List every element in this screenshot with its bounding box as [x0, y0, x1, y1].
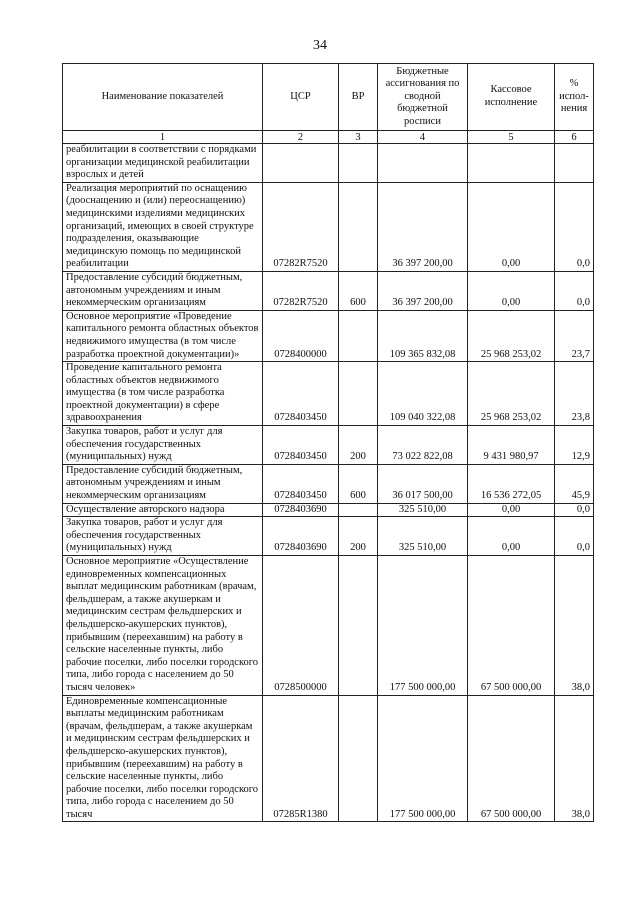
row-cash: 0,00 — [468, 503, 555, 517]
row-pct: 23,8 — [555, 362, 594, 426]
row-cash: 67 500 000,00 — [468, 556, 555, 696]
row-budget — [378, 144, 468, 183]
row-csr: 07282R7520 — [263, 182, 339, 271]
row-pct: 38,0 — [555, 556, 594, 696]
row-vr — [339, 310, 378, 361]
table-row — [63, 517, 594, 556]
row-cash: 25 968 253,02 — [468, 310, 555, 361]
row-budget: 36 017 500,00 — [378, 464, 468, 503]
header-vr: ВР — [339, 64, 378, 131]
header-name: Наименование показателей — [63, 64, 263, 131]
row-cash: 9 431 980,97 — [468, 426, 555, 465]
row-cash: 67 500 000,00 — [468, 695, 555, 822]
budget-execution-table — [62, 63, 594, 822]
table-row — [63, 556, 594, 696]
row-pct: 0,0 — [555, 182, 594, 271]
table-header-row — [63, 64, 594, 131]
row-csr: 0728500000 — [263, 556, 339, 696]
row-budget: 36 397 200,00 — [378, 182, 468, 271]
row-vr — [339, 695, 378, 822]
row-vr — [339, 503, 378, 517]
row-name: реабилитации в соответствии с порядками организации медицинской реабилитации взрослых и детей — [63, 144, 263, 183]
row-csr: 0728403450 — [263, 362, 339, 426]
table-row — [63, 144, 594, 183]
row-name: Основное мероприятие «Проведение капитального ремонта областных объектов недвижимого имущества (в том числе разработка проектной документации)» — [63, 310, 263, 361]
row-cash — [468, 144, 555, 183]
column-number: 4 — [378, 131, 468, 144]
column-number: 5 — [468, 131, 555, 144]
column-number: 6 — [555, 131, 594, 144]
table-row — [63, 182, 594, 271]
row-pct: 45,9 — [555, 464, 594, 503]
column-number-row — [63, 131, 594, 144]
table-row — [63, 464, 594, 503]
column-number: 2 — [263, 131, 339, 144]
row-budget: 109 040 322,08 — [378, 362, 468, 426]
row-cash: 25 968 253,02 — [468, 362, 555, 426]
row-vr: 200 — [339, 517, 378, 556]
table-row — [63, 503, 594, 517]
row-vr: 600 — [339, 271, 378, 310]
row-name: Реализация мероприятий по оснащению (дооснащению и (или) переоснащению) медицинскими изделиями медицинских организаций, имеющих в своей структуре подразделения, оказывающие медицинскую помощь по медицинской реабилитации — [63, 182, 263, 271]
row-csr: 07282R7520 — [263, 271, 339, 310]
row-cash: 0,00 — [468, 182, 555, 271]
row-csr: 0728403690 — [263, 517, 339, 556]
row-cash: 0,00 — [468, 271, 555, 310]
row-csr: 0728403450 — [263, 464, 339, 503]
row-vr — [339, 144, 378, 183]
row-budget: 109 365 832,08 — [378, 310, 468, 361]
row-budget: 36 397 200,00 — [378, 271, 468, 310]
row-pct: 0,0 — [555, 503, 594, 517]
row-pct: 38,0 — [555, 695, 594, 822]
table-row — [63, 271, 594, 310]
row-name: Осуществление авторского надзора — [63, 503, 263, 517]
table-row — [63, 310, 594, 361]
table-row — [63, 695, 594, 822]
row-csr: 0728403690 — [263, 503, 339, 517]
row-budget: 325 510,00 — [378, 503, 468, 517]
row-vr: 600 — [339, 464, 378, 503]
row-csr — [263, 144, 339, 183]
column-number: 3 — [339, 131, 378, 144]
row-budget: 177 500 000,00 — [378, 556, 468, 696]
row-csr: 07285R1380 — [263, 695, 339, 822]
header-pct: % испол-нения — [555, 64, 594, 131]
table-row — [63, 362, 594, 426]
row-name: Единовременные компенсационные выплаты медицинским работникам (врачам, фельдшерам, а также акушеркам и медицинским сестрам фельдшерских и фельдшерско-акушерских пунктов), прибывшим (переехавшим) на работу в сельские населенные пункты, либо рабочие поселки, либо поселки городского типа, либо города с населением до 50 тысяч — [63, 695, 263, 822]
row-pct: 23,7 — [555, 310, 594, 361]
header-cash: Кассовое исполнение — [468, 64, 555, 131]
row-cash: 0,00 — [468, 517, 555, 556]
row-csr: 0728403450 — [263, 426, 339, 465]
row-name: Проведение капитального ремонта областных объектов недвижимого имущества (в том числе разработка проектной документации) в сфере здравоохранения — [63, 362, 263, 426]
column-number: 1 — [63, 131, 263, 144]
row-name: Предоставление субсидий бюджетным, автономным учреждениям и иным некоммерческим организациям — [63, 464, 263, 503]
row-pct: 0,0 — [555, 517, 594, 556]
row-pct: 12,9 — [555, 426, 594, 465]
row-name: Закупка товаров, работ и услуг для обеспечения государственных (муниципальных) нужд — [63, 517, 263, 556]
row-vr — [339, 556, 378, 696]
row-name: Закупка товаров, работ и услуг для обеспечения государственных (муниципальных) нужд — [63, 426, 263, 465]
row-name: Предоставление субсидий бюджетным, автономным учреждениям и иным некоммерческим организациям — [63, 271, 263, 310]
header-csr: ЦСР — [263, 64, 339, 131]
page-number: 34 — [313, 38, 327, 53]
row-pct: 0,0 — [555, 271, 594, 310]
row-budget: 177 500 000,00 — [378, 695, 468, 822]
row-csr: 0728400000 — [263, 310, 339, 361]
row-pct — [555, 144, 594, 183]
row-budget: 73 022 822,08 — [378, 426, 468, 465]
row-vr: 200 — [339, 426, 378, 465]
table-row — [63, 426, 594, 465]
row-vr — [339, 362, 378, 426]
row-vr — [339, 182, 378, 271]
row-name: Основное мероприятие «Осуществление единовременных компенсационных выплат медицинским работникам (врачам, фельдшерам, а также акушеркам и медицинским сестрам фельдшерских и фельдшерско-акушерских пунктов), прибывшим (переехавшим) на работу в сельские населенные пункты, либо рабочие поселки, либо поселки городского типа, либо города с населением до 50 тысяч человек» — [63, 556, 263, 696]
row-cash: 16 536 272,05 — [468, 464, 555, 503]
row-budget: 325 510,00 — [378, 517, 468, 556]
header-budget: Бюджетные ассигнования по сводной бюджетной росписи — [378, 64, 468, 131]
